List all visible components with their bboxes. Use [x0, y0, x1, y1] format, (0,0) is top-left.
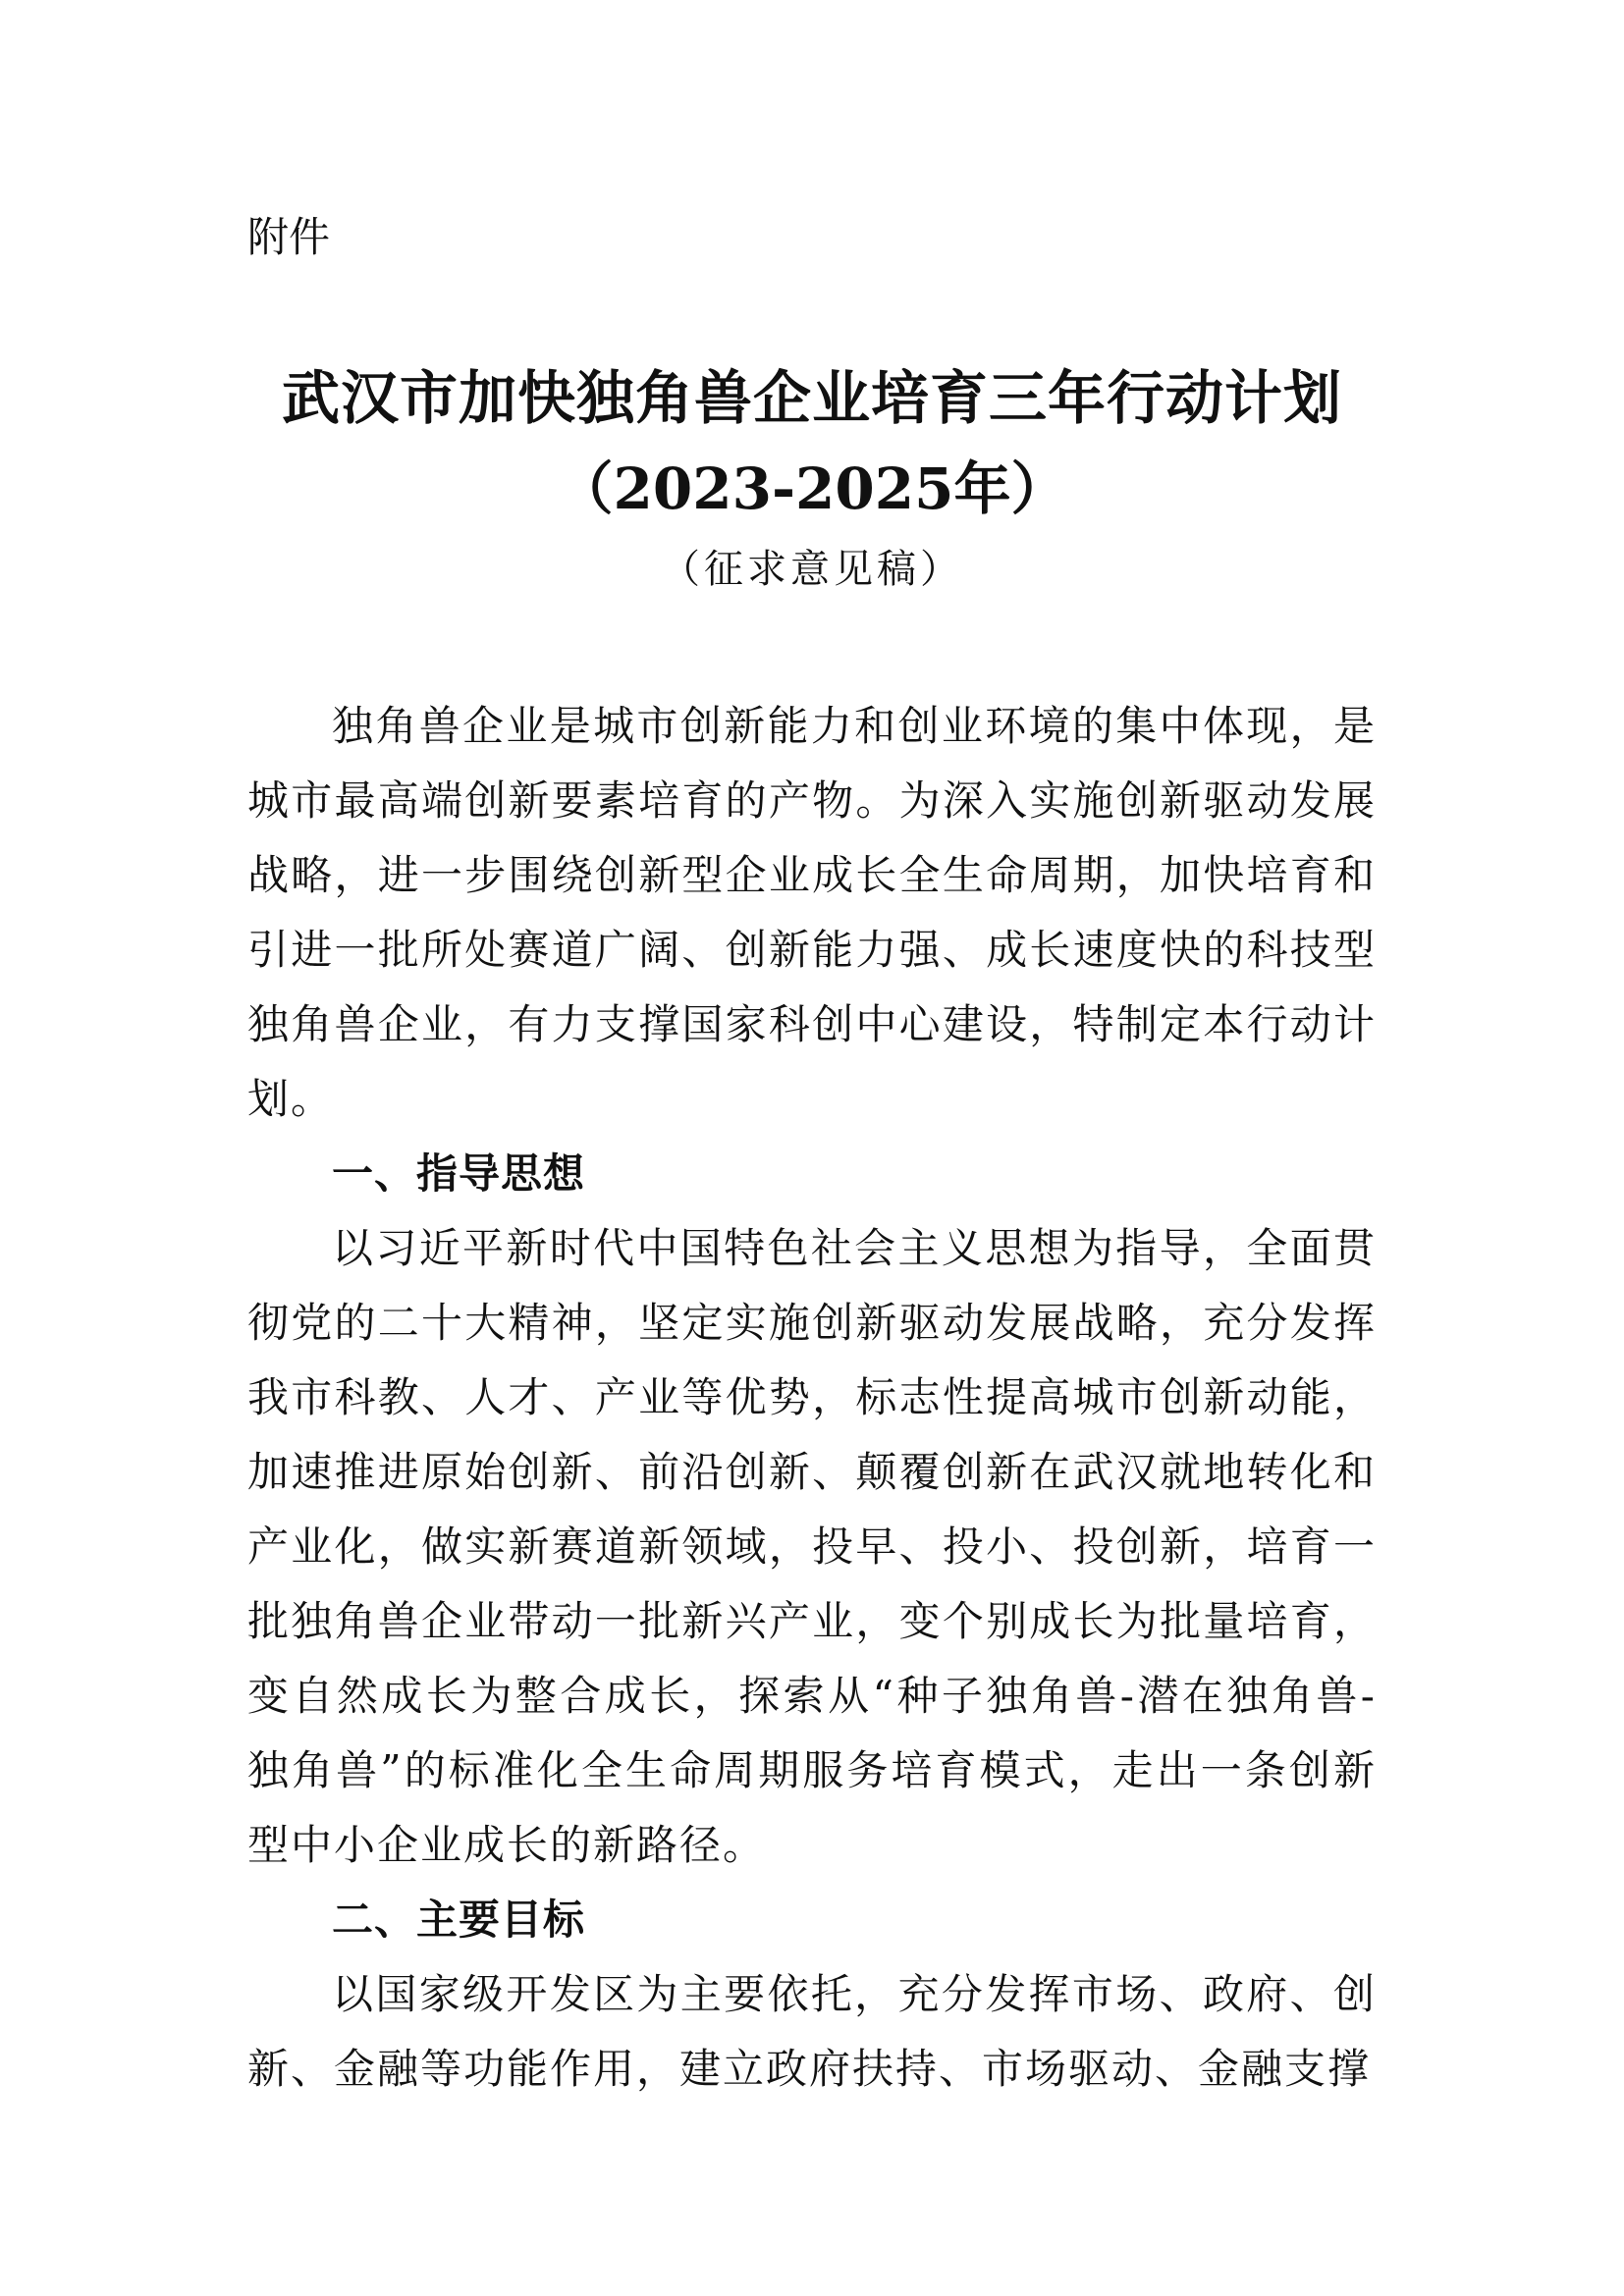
section-heading-main-goals: 二、主要目标: [332, 1896, 586, 1944]
document-body: [247, 689, 1377, 2107]
attachment-label: 附件: [247, 213, 331, 261]
section-paragraph-guiding-ideology: 以习近平新时代中国特色社会主义思想为指导，全面贯彻党的二十大精神，坚定实施创新驱动发展战略，充分发挥我市科教、人才、产业等优势，标志性提高城市创新动能，加速推进原始创新、前沿创新、颠覆创新在武汉就地转化和产业化，做实新赛道新领域，投早、投小、投创新，培育一批独角兽企业带动一批新兴产业，变个别成长为批量培育，变自然成长为整合成长，探索从“种子独角兽-潜在独角兽-独角兽”的标准化全生命周期服务培育模式，走出一条创新型中小企业成长的新路径。: [247, 1224, 1377, 1869]
intro-paragraph: 独角兽企业是城市创新能力和创业环境的集中体现，是城市最高端创新要素培育的产物。为深入实施创新驱动发展战略，进一步围绕创新型企业成长全生命周期，加快培育和引进一批所处赛道广阔、创新能力强、成长速度快的科技型独角兽企业，有力支撑国家科创中心建设，特制定本行动计划。: [247, 702, 1377, 1123]
document-title-years: （2023-2025年）: [556, 455, 1068, 522]
document-title: 武汉市加快独角兽企业培育三年行动计划: [281, 364, 1342, 432]
draft-note: （征求意见稿）: [661, 547, 963, 592]
section-paragraph-main-goals: 以国家级开发区为主要依托，充分发挥市场、政府、创新、金融等功能作用，建立政府扶持、市场驱动、金融支撑: [247, 1970, 1377, 2093]
section-heading-guiding-ideology: 一、指导思想: [332, 1149, 586, 1198]
